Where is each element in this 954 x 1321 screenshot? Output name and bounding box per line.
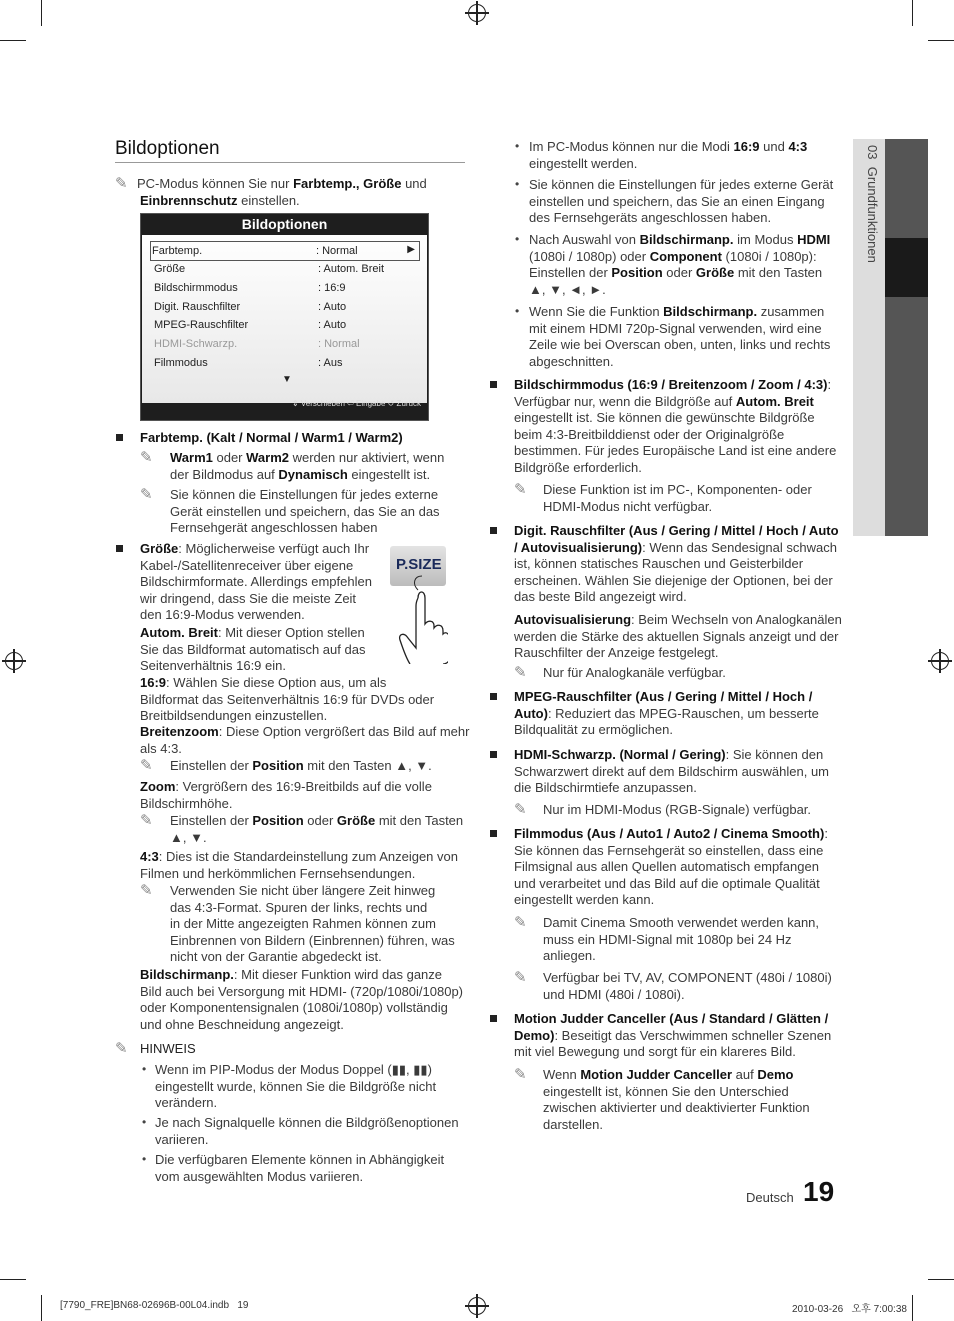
crop-mark bbox=[928, 40, 954, 41]
bullet-dot: • bbox=[142, 1152, 147, 1166]
farbtemp-note-1: ✎ Warm1 oder Warm2 werden nur aktiviert, wenn der Bildmodus auf Dynamisch eingestellt ist. bbox=[140, 449, 445, 482]
bullet-dot: • bbox=[515, 177, 520, 191]
note-icon: ✎ bbox=[140, 812, 153, 829]
title-rule bbox=[115, 162, 465, 163]
psize-button-illustration bbox=[388, 546, 448, 664]
down-arrow-icon: ▼ bbox=[282, 374, 292, 385]
note-icon: ✎ bbox=[140, 882, 153, 899]
bildschirmmodus-note: ✎ Diese Funktion ist im PC-, Komponenten- oder HDMI-Modus nicht verfügbar. bbox=[514, 481, 812, 514]
bullet-square bbox=[490, 527, 497, 534]
osd-footer: ⇕ Verschieben ⏎ Eingabe ↺ Zurück bbox=[291, 399, 421, 408]
hand-pointer-icon bbox=[388, 546, 448, 664]
crop-mark bbox=[912, 0, 913, 26]
bullet-square bbox=[490, 751, 497, 758]
breitenzoom-text: Breitenzoom: Diese Option vergrößert das Bild auf mehr als 4:3. bbox=[140, 724, 470, 756]
filmmodus-note-1: ✎ Damit Cinema Smooth verwendet werden kann, muss ein HDMI-Signal mit 1080p bei 24 Hz anliegen. bbox=[514, 914, 820, 963]
motion-judder-note: ✎ Wenn Motion Judder Canceller auf Demo eingestellt ist, können Sie den Unterschied zwischen aktivierter und deaktivierter Funktion darstellen. bbox=[514, 1066, 810, 1132]
bullet-square bbox=[490, 830, 497, 837]
note-icon: ✎ bbox=[140, 449, 153, 466]
osd-title: Bildoptionen bbox=[241, 216, 328, 232]
note-icon: ✎ bbox=[514, 969, 527, 986]
groesse-text: Größe: Möglicherweise verfügt auch Ihr Kabel-/Satellitenreceiver über eigene Bildschirmformate. Allerdings empfehlen wir dringend, dass Sie die meiste Zeit den 16:9-Modus verwenden. bbox=[140, 541, 372, 622]
chapter-title: Grundfunktionen bbox=[865, 166, 880, 263]
pc-mode-note: Im PC-Modus können nur die Modi 16:9 und 4:3 eingestellt werden. bbox=[529, 139, 808, 171]
bullet-dot: • bbox=[515, 304, 520, 318]
osd-row[interactable]: Filmmodus : Aus bbox=[154, 357, 343, 369]
intro-note: ✎ PC-Modus können Sie nur Farbtemp., Größe und Einbrennschutz einstellen. bbox=[115, 175, 427, 208]
hdmi-component-note: Nach Auswahl von Bildschirmanp. im Modus HDMI (1080i / 1080p) oder Component (1080i / 1080p): Einstellen der Position oder Größe mit den Tasten ▲, ▼, ◄, ►. bbox=[529, 232, 831, 297]
page-title: Bildoptionen bbox=[115, 138, 220, 159]
note-icon: ✎ bbox=[514, 914, 527, 931]
note-icon: ✎ bbox=[140, 486, 153, 503]
osd-row-selected[interactable]: Farbtemp. : Normal ▶ bbox=[150, 241, 420, 261]
bullet-square bbox=[116, 434, 123, 441]
hdmi-schwarzp-text: HDMI-Schwarzp. (Normal / Gering): Sie können den Schwarzwert direkt auf dem Bildschirm auswählen, um die Bildschirmtiefe anzupassen. bbox=[514, 747, 830, 795]
bullet-dot: • bbox=[515, 139, 520, 153]
bullet-square bbox=[490, 381, 497, 388]
bullet-square bbox=[116, 545, 123, 552]
hinweis-item-3: Die verfügbaren Elemente können in Abhängigkeit vom ausgewählten Modus variieren. bbox=[155, 1152, 445, 1184]
autom-breit-text: Autom. Breit: Mit dieser Option stellen Sie das Bildformat automatisch auf das Seitenverhältnis 16:9 ein. bbox=[140, 625, 366, 673]
osd-menu bbox=[140, 213, 429, 421]
chapter-tab-dark bbox=[885, 139, 928, 536]
print-file-info: [7790_FRE]BN68-02696B-00L04.indb 19 bbox=[60, 1300, 249, 1311]
registration-mark-icon bbox=[468, 4, 486, 22]
bildschirmanp-text: Bildschirmanp.: Mit dieser Funktion wird das ganze Bild auch bei Versorgung mit HDMI- (720p/1080i/1080p) oder Komponentensignalen (1080i/1080p) vollständig und ohne Beschneidung angezeigt. bbox=[140, 967, 464, 1032]
crop-mark bbox=[0, 40, 26, 41]
bullet-dot: • bbox=[515, 232, 520, 246]
note-icon: ✎ bbox=[514, 664, 527, 681]
pip-mode-icons: ▮▮, ▮▮ bbox=[391, 1062, 428, 1077]
hdmi-schwarzp-note: ✎ Nur im HDMI-Modus (RGB-Signale) verfügbar. bbox=[514, 801, 812, 818]
filmmodus-text: Filmmodus (Aus / Auto1 / Auto2 / Cinema Smooth): Sie können das Fernsehgerät so einstellen, dass eine Filmsignal aus allen Quellen automatisch empfangen und verarbeitet und das Bild auf die optimale Qualität eingestellt werden kann. bbox=[514, 826, 828, 907]
rauschfilter-text: Digit. Rauschfilter (Aus / Gering / Mittel / Hoch / Auto / Autovisualisierung): Wenn das Sendesignal schwach ist, können statisches Rauschen und Geisterbilder erscheinen. Wählen Sie diejenige der Optionen, bei der das beste Bild angezeigt wird. bbox=[514, 523, 839, 604]
note-icon: ✎ bbox=[140, 757, 153, 774]
osd-row[interactable]: Größe : Autom. Breit bbox=[154, 263, 385, 275]
print-timestamp: 2010-03-26 오후 7:00:38 bbox=[792, 1304, 907, 1315]
ratio-16-9-text: 16:9: Wählen Sie diese Option aus, um als Bildformat das Seitenverhältnis 16:9 für DVDs oder Breitbildsendungen einzustellen. bbox=[140, 675, 435, 723]
motion-judder-text: Motion Judder Canceller (Aus / Standard / Glätten / Demo): Beseitigt das Verschwimmen schneller Szenen mit viel Bewegung und sorgt für ein klareres Bild. bbox=[514, 1011, 832, 1059]
note-icon: ✎ bbox=[514, 1066, 527, 1083]
bullet-dot: • bbox=[142, 1062, 147, 1076]
hdmi-720p-note: Wenn Sie die Funktion Bildschirmanp. zusammen mit einem HDMI 720p-Signal verwenden, wird eine Zeile wie bei Overscan oben, unten, links und rechts abgeschnitten. bbox=[529, 304, 831, 369]
chapter-number: 03 bbox=[865, 145, 880, 160]
registration-mark-icon bbox=[5, 652, 23, 670]
bullet-square bbox=[490, 1015, 497, 1022]
osd-row-disabled: HDMI-Schwarzp. : Normal bbox=[154, 338, 360, 350]
crop-mark bbox=[0, 1279, 26, 1280]
note-icon: ✎ bbox=[514, 481, 527, 498]
registration-mark-icon bbox=[931, 652, 949, 670]
crop-mark bbox=[41, 1295, 42, 1321]
bildschirmmodus-text: Bildschirmmodus (16:9 / Breitenzoom / Zoom / 4:3): Verfügbar nur, wenn die Bildgröße auf Autom. Breit eingestellt ist. Sie können die gewünschte Bildgröße beim 4:3-Breitbilddienst oder der Originalgröße bestimmen. Für jedes Europäische Land ist eine andere Bildgröße erforderlich. bbox=[514, 377, 837, 475]
osd-panel bbox=[142, 235, 427, 403]
bullet-square bbox=[490, 693, 497, 700]
filmmodus-note-2: ✎ Verfügbar bei TV, AV, COMPONENT (480i / 1080i) und HDMI (480i / 1080i). bbox=[514, 969, 832, 1002]
crop-mark bbox=[912, 1295, 913, 1321]
note-icon: ✎ bbox=[115, 1040, 128, 1057]
note-icon: ✎ bbox=[115, 175, 128, 192]
chapter-tab-label bbox=[860, 145, 880, 305]
crop-mark bbox=[41, 0, 42, 26]
chapter-tab-marker bbox=[885, 238, 928, 297]
hinweis-item-1: Wenn im PIP-Modus der Modus Doppel (▮▮, ▮▮) eingestellt wurde, können Sie die Bildgröße nicht verändern. bbox=[155, 1062, 437, 1110]
ratio-4-3-note: ✎ Verwenden Sie nicht über längere Zeit hinweg das 4:3-Format. Spuren der links, rechts und in der Mitte angezeigten Rahmen können zum Einbrennen von Bildern (Einbrennen) führen, was nicht von der Garantie abgedeckt ist. bbox=[140, 882, 455, 964]
hinweis-heading: ✎ HINWEIS bbox=[115, 1040, 196, 1057]
right-arrow-icon: ▶ bbox=[407, 244, 415, 255]
farbtemp-note-2: ✎ Sie können die Einstellungen für jedes externe Gerät einstellen und speichern, das Sie an das Fernsehgerät angeschlossen haben bbox=[140, 486, 440, 535]
breitenzoom-note: ✎ Einstellen der Position mit den Tasten ▲, ▼. bbox=[140, 757, 432, 774]
osd-row[interactable]: MPEG-Rauschfilter : Auto bbox=[154, 319, 347, 331]
note-icon: ✎ bbox=[514, 801, 527, 818]
crop-mark bbox=[928, 1279, 954, 1280]
mpeg-text: MPEG-Rauschfilter (Aus / Gering / Mittel / Hoch / Auto): Reduziert das MPEG-Rauschen, um besserte Bildqualität zu ermöglichen. bbox=[514, 689, 819, 737]
zoom-note: ✎ Einstellen der Position oder Größe mit den Tasten ▲, ▼. bbox=[140, 812, 464, 845]
farbtemp-heading: Farbtemp. (Kalt / Normal / Warm1 / Warm2) bbox=[140, 430, 403, 445]
page-number: 19 bbox=[803, 1176, 835, 1207]
osd-row[interactable]: Digit. Rauschfilter : Auto bbox=[154, 301, 347, 313]
psize-button: P.SIZE bbox=[390, 546, 446, 586]
registration-mark-icon bbox=[468, 1297, 486, 1315]
external-device-note: Sie können die Einstellungen für jedes externe Gerät einstellen und speichern, das Sie an einen Eingang des Fernsehgeräts angeschlossen haben. bbox=[529, 177, 834, 225]
hinweis-item-2: Je nach Signalquelle können die Bildgrößenoptionen variieren. bbox=[155, 1115, 459, 1147]
autovisualisierung-note: ✎ Nur für Analogkanäle verfügbar. bbox=[514, 664, 726, 681]
osd-row[interactable]: Bildschirmmodus : 16:9 bbox=[154, 282, 346, 294]
footer-language: Deutsch bbox=[746, 1190, 794, 1205]
autovisualisierung-text: Autovisualisierung: Beim Wechseln von Analogkanälen werden die Stärke des aktuellen Signals anzeigt und der Rauschfilter der Anzeige festgelegt. bbox=[514, 612, 842, 660]
zoom-text: Zoom: Vergrößern des 16:9-Breitbilds auf die volle Bildschirmhöhe. bbox=[140, 779, 432, 811]
bullet-dot: • bbox=[142, 1115, 147, 1129]
ratio-4-3-text: 4:3: Dies ist die Standardeinstellung zum Anzeigen von Filmen und herkömmlichen Fernsehsendungen. bbox=[140, 849, 458, 881]
